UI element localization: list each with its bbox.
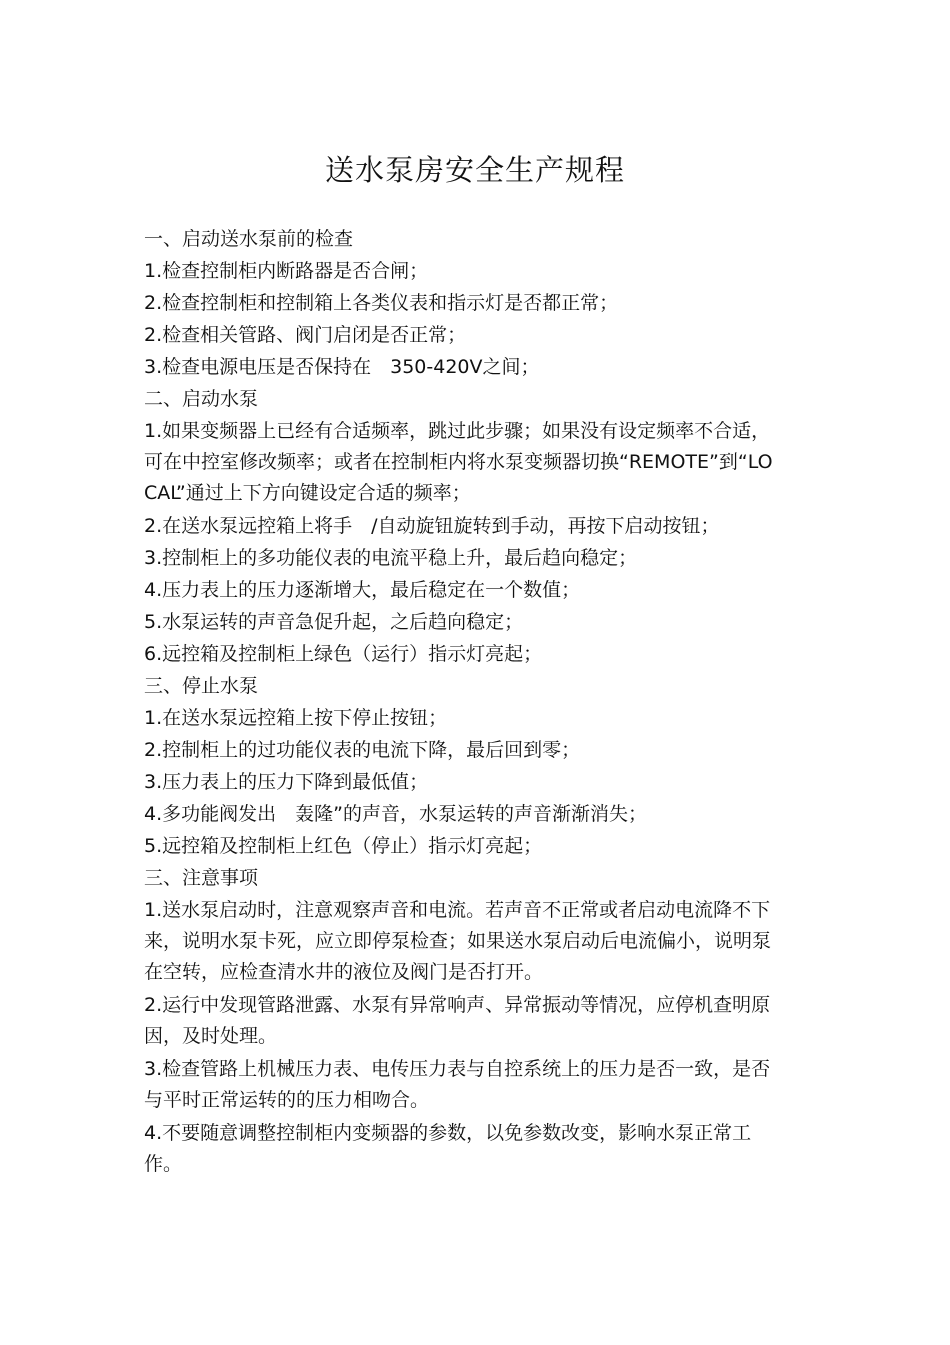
- list-item: 3.检查电源电压是否保持在 350-420V之间；: [144, 356, 540, 378]
- list-item: 6.远控箱及控制柜上绿色（运行）指示灯亮起；: [144, 643, 543, 665]
- list-item: 1.如果变频器上已经有合适频率，跳过此步骤；如果没有设定频率不合适，可在中控室修改频率；或者在控制柜内将水泵变频器切换“REMOTE”到“LOCAL”通过上下方向键设定合适的频率；: [144, 420, 773, 504]
- list-item: 1.在送水泵远控箱上按下停止按钮；: [144, 707, 448, 729]
- section-stop-pump: [144, 671, 774, 861]
- list-item: 3.检查管路上机械压力表、电传压力表与自控系统上的压力是否一致，是否与平时正常运转的的压力相吻合。: [144, 1058, 771, 1111]
- list-item: 3.控制柜上的多功能仪表的电流平稳上升，最后趋向稳定；: [144, 547, 638, 569]
- list-item: 2.在送水泵远控箱上将手 /自动旋钮旋转到手动，再按下启动按钮；: [144, 515, 720, 537]
- list-item: 4.不要随意调整控制柜内变频器的参数，以免参数改变，影响水泵正常工作。: [144, 1122, 752, 1175]
- document-title: 送水泵房安全生产规程: [324, 153, 625, 187]
- section-heading: 三、注意事项: [144, 867, 259, 889]
- list-item: 2.运行中发现管路泄露、水泵有异常响声、异常振动等情况，应停机查明原因，及时处理。: [144, 994, 771, 1047]
- list-item: 4.多功能阀发出 轰隆”的声音，水泵运转的声音渐渐消失；: [144, 803, 647, 825]
- list-item: 5.远控箱及控制柜上红色（停止）指示灯亮起；: [144, 835, 543, 857]
- document-body: [144, 224, 774, 1182]
- list-item: 1.检查控制柜内断路器是否合闸；: [144, 260, 429, 282]
- list-item: 3.压力表上的压力下降到最低值；: [144, 771, 429, 793]
- section-heading: 一、启动送水泵前的检查: [144, 228, 354, 250]
- section-heading: 三、停止水泵: [144, 675, 259, 697]
- section-pre-start-check: [144, 224, 774, 382]
- section-precautions: [144, 863, 774, 1180]
- list-item: 4.压力表上的压力逐渐增大，最后稳定在一个数值；: [144, 579, 581, 601]
- section-heading: 二、启动水泵: [144, 388, 259, 410]
- list-item: 2.控制柜上的过功能仪表的电流下降，最后回到零；: [144, 739, 581, 761]
- list-item: 2.检查控制柜和控制箱上各类仪表和指示灯是否都正常；: [144, 292, 619, 314]
- list-item: 1.送水泵启动时，注意观察声音和电流。若声音不正常或者启动电流降不下来，说明水泵卡死，应立即停泵检查；如果送水泵启动后电流偏小，说明泵在空转，应检查清水井的液位及阀门是否打开。: [144, 899, 772, 983]
- list-item: 2.检查相关管路、阀门启闭是否正常；: [144, 324, 467, 346]
- list-item: 5.水泵运转的声音急促升起，之后趋向稳定；: [144, 611, 524, 633]
- section-start-pump: [144, 384, 774, 669]
